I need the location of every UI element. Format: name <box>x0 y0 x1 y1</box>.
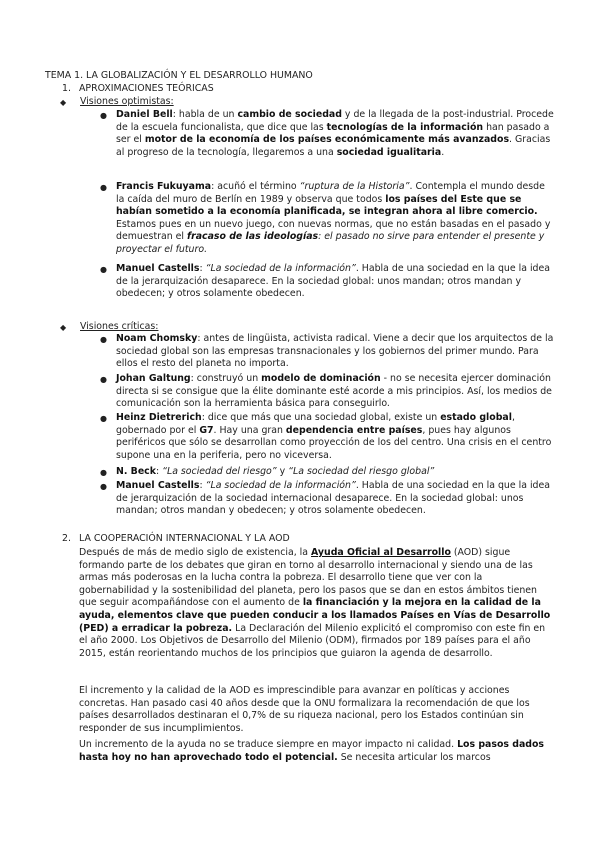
diamond-bullet-icon: ◆ <box>60 323 67 332</box>
bullet-icon: ● <box>100 111 107 120</box>
list-item-chomsky: Noam Chomsky: antes de lingüista, activista radical. Viene a decir que los arquitectos de la sociedad global son las empresas transnacionales y los gobiernos del primer mundo. Para ellos el resto del planeta no importa. <box>116 333 554 370</box>
bullet-icon: ● <box>100 482 107 491</box>
section-2-number: 2. <box>62 533 71 544</box>
list-item-galtung: Johan Galtung: construyó un modelo de dominación - no se necesita ejercer dominación directa si se consigue que la élite dominante esté acorde a mis principios. Así, los medios de comunicación son la herramienta básica para conseguirlo. <box>116 373 552 410</box>
list-item-beck: N. Beck: “La sociedad del riesgo” y “La sociedad del riesgo global” <box>116 466 435 477</box>
bullet-icon: ● <box>100 265 107 274</box>
section-2-title: LA COOPERACIÓN INTERNACIONAL Y LA AOD <box>79 533 290 544</box>
bullet-icon: ● <box>100 183 107 192</box>
list-item-bell: Daniel Bell: habla de un cambio de sociedad y de la llegada de la post-industrial. Procede de la escuela funcionalista, que dice que las tecnologías de la información han pasado a ser el motor de la economía de los países económicamente más avanzados. Gracias al progreso de la tecnología, llegaremos a una sociedad igualitaria. <box>116 109 554 158</box>
document-title: TEMA 1. LA GLOBALIZACIÓN Y EL DESARROLLO HUMANO <box>45 70 313 81</box>
list-item-fukuyama: Francis Fukuyama: acuñó el término “ruptura de la Historia”. Contempla el mundo desde la caída del muro de Berlín en 1989 y observa que todos los países del Este que se habían sometido a la economía planificada, se integran ahora al libre comercio. Estamos pues en un nuevo juego, con nuevas normas, que no están basadas en el pasado y demuestran el fracaso de las ideologías: el pasado no sirve para entender el presente y proyectar el futuro. <box>116 181 551 255</box>
list-item-castells-2: Manuel Castells: “La sociedad de la información”. Habla de una sociedad en la que la idea de jerarquización de la sociedad internacional desaparece. En la sociedad global: unos mandan; otros mandan y obedecen; y otros solamente obedecen. <box>116 480 551 517</box>
bullet-icon: ● <box>100 414 107 423</box>
bullet-icon: ● <box>100 468 107 477</box>
criticas-heading: Visiones críticas: <box>80 321 159 332</box>
diamond-bullet-icon: ◆ <box>60 98 67 107</box>
bullet-icon: ● <box>100 335 107 344</box>
optimistas-heading: Visiones optimistas: <box>80 96 174 107</box>
list-item-dietrerich: Heinz Dietrerich: dice que más que una sociedad global, existe un estado global, gobernado por el G7. Hay una gran dependencia entre países, pues hay algunos periféricos que sólo se desarrollan como proyección de los del centro. Una crisis en el centro supone una en la periferia, pero no viceversa. <box>116 412 552 461</box>
bullet-icon: ● <box>100 375 107 384</box>
paragraph-aod-1: Después de más de medio siglo de existencia, la Ayuda Oficial al Desarrollo (AOD) sigue formando parte de los debates que giran en torno al desarrollo internacional y siendo una de las armas más poderosas en la lucha contra la pobreza. El desarrollo tiene que ver con la gobernabilidad y la sostenibilidad del planeta, pero los pasos que se dan en estos ámbitos tienen que seguir acompañándose con el aumento de la financiación y la mejora en la calidad de la ayuda, elementos clave que pueden conducir a los llamados Países en Vías de Desarrollo (PED) a erradicar la pobreza. La Declaración del Milenio explicitó el compromiso con este fin en el año 2000. Los Objetivos de Desarrollo del Milenio (ODM), firmados por 189 países para el año 2015, están reorientando muchos de los principios que guiaron la agenda de desarrollo. <box>79 547 551 659</box>
paragraph-aod-2: El incremento y la calidad de la AOD es imprescindible para avanzar en políticas y acciones concretas. Han pasado casi 40 años desde que la ONU formalizara la recomendación de que los países desarrollados destinaran el 0,7% de su riqueza nacional, pero los Estados continúan sin responder de sus incumplimientos. <box>79 685 530 734</box>
paragraph-aod-3: Un incremento de la ayuda no se traduce siempre en mayor impacto ni calidad. Los pasos dados hasta hoy no han aprovechado todo el potencial. Se necesita articular los marcos <box>79 739 545 763</box>
section-1-title: APROXIMACIONES TEÓRICAS <box>79 83 214 94</box>
list-item-castells-1: Manuel Castells: “La sociedad de la información”. Habla de una sociedad en la que la idea de la jerarquización desaparece. En la sociedad global: unos mandan; otros mandan y obedecen; y otros solamente obedecen. <box>116 263 551 300</box>
section-1-number: 1. <box>62 83 71 94</box>
